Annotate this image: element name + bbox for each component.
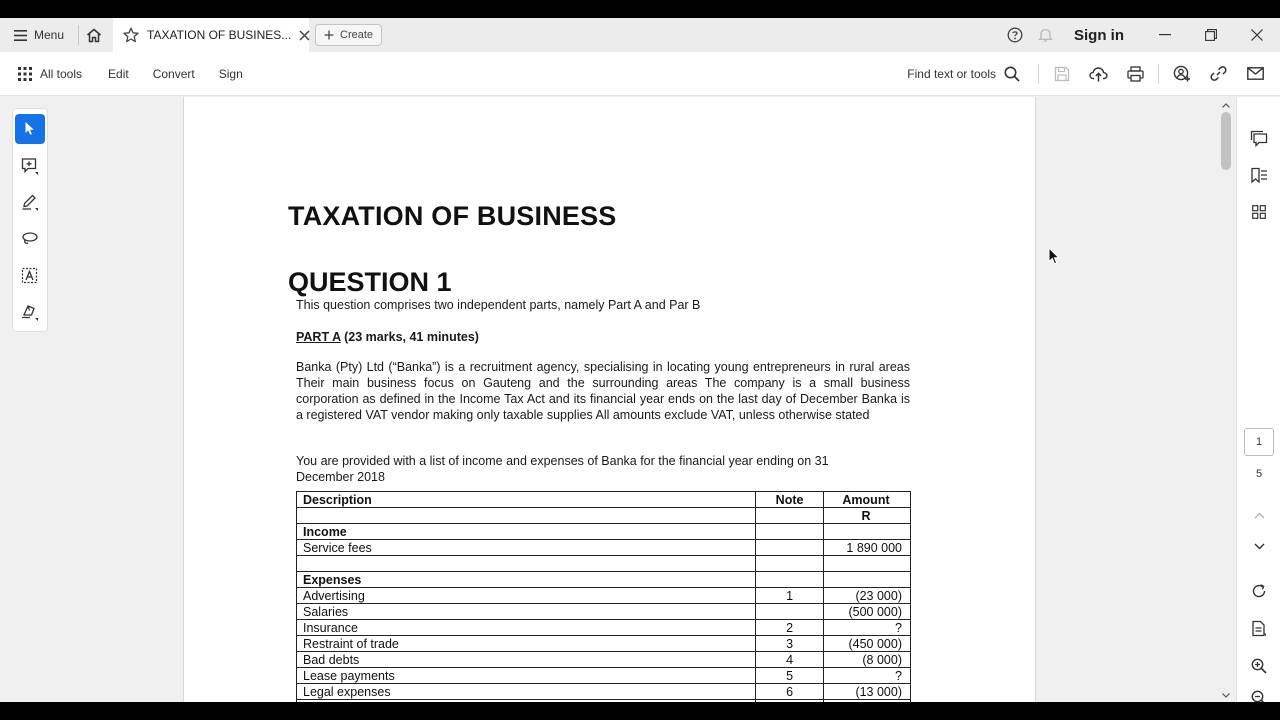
scroll-down-button[interactable] <box>1218 688 1234 702</box>
toolbar-right <box>907 52 1280 96</box>
row-amount <box>824 524 911 540</box>
row-amount: (13 000) <box>824 684 911 700</box>
home-icon <box>86 28 102 43</box>
share-button[interactable] <box>1163 52 1200 96</box>
highlight-tool[interactable] <box>15 187 45 217</box>
hamburger-icon <box>14 30 27 41</box>
row-description: Insurance <box>297 620 756 636</box>
total-pages: 5 <box>1255 468 1263 480</box>
page-display-button[interactable] <box>1244 613 1274 643</box>
row-note <box>756 604 824 620</box>
table-row <box>297 668 911 684</box>
mail-icon <box>1247 67 1264 80</box>
pointer-icon <box>24 121 36 136</box>
grid-icon <box>18 67 32 81</box>
table-row <box>297 636 911 652</box>
menu-button[interactable] <box>0 18 78 52</box>
minimize-button[interactable] <box>1142 18 1188 52</box>
edit-menu[interactable]: Edit <box>108 66 129 81</box>
table-cell <box>297 508 756 524</box>
find-label: Find text or tools <box>907 66 996 81</box>
row-description: Advertising <box>297 588 756 604</box>
text-box-icon <box>21 267 39 285</box>
bookmark-icon <box>1250 167 1268 184</box>
print-button[interactable] <box>1117 52 1154 96</box>
vertical-scrollbar[interactable] <box>1218 98 1234 702</box>
divider <box>1158 64 1159 84</box>
row-description: Service fees <box>297 540 756 556</box>
row-amount: (500 000) <box>824 604 911 620</box>
next-page-button[interactable] <box>1244 531 1274 561</box>
help-icon <box>1007 27 1023 43</box>
table-row <box>297 604 911 620</box>
row-amount: (8 000) <box>824 652 911 668</box>
table-row <box>297 588 911 604</box>
row-note: 6 <box>756 684 824 700</box>
main-toolbar <box>0 52 1280 96</box>
company-description: Banka (Pty) Ltd (“Banka”) is a recruitment agency, specialising in locating young entrepreneurs in rural areas Their main business focus on Gauteng and the surrounding areas The company is a small business corporation as defined in the Income Tax Act and its financial year ends on the last day of December Banka is a registered VAT vendor making only taxable supplies All amounts exclude VAT, unless otherwise stated <box>296 360 910 422</box>
row-amount: ? <box>824 620 911 636</box>
comment-icon <box>1250 130 1268 147</box>
title-bar-right <box>1000 18 1280 52</box>
pen-icon <box>21 193 39 211</box>
row-note: 1 <box>756 588 824 604</box>
row-note <box>756 556 824 572</box>
document-canvas[interactable] <box>0 97 1236 702</box>
row-description: Salaries <box>297 604 756 620</box>
title-bar <box>0 18 1280 52</box>
sign-tool[interactable] <box>15 297 45 327</box>
row-note: 2 <box>756 620 824 636</box>
chevron-up-icon <box>1222 103 1230 108</box>
home-button[interactable] <box>79 18 109 52</box>
table-row <box>297 572 911 588</box>
row-description: Legal expenses <box>297 684 756 700</box>
table-cell <box>756 508 824 524</box>
link-icon <box>1210 65 1227 82</box>
part-a-heading <box>296 329 479 345</box>
create-label: Create <box>340 29 374 41</box>
mouse-cursor-icon <box>1048 247 1060 265</box>
row-amount <box>824 572 911 588</box>
all-tools-button[interactable] <box>18 67 94 81</box>
row-description: Lease payments <box>297 668 756 684</box>
menu-label: Menu <box>34 28 65 42</box>
sign-menu[interactable]: Sign <box>218 66 243 81</box>
signature-pen-icon <box>21 303 39 321</box>
table-intro: You are provided with a list of income and expenses of Banka for the financial year ending on 31 December 2018 <box>296 454 829 484</box>
row-note: 3 <box>756 636 824 652</box>
close-window-button[interactable] <box>1234 18 1280 52</box>
chevron-down-icon <box>1254 543 1265 550</box>
table-row <box>297 524 911 540</box>
find-tools-button[interactable] <box>907 66 1034 82</box>
row-note <box>756 524 824 540</box>
document-tab[interactable] <box>113 18 309 52</box>
restore-icon <box>1205 29 1217 41</box>
save-button[interactable] <box>1043 52 1080 96</box>
page-view-icon <box>1251 620 1267 637</box>
divider <box>1038 64 1039 84</box>
scroll-up-button[interactable] <box>1218 98 1234 112</box>
intro-text: This question comprises two independent parts, namely Part A and Par B <box>296 298 701 312</box>
thumbnails-icon <box>1252 205 1266 219</box>
create-button[interactable] <box>315 24 382 46</box>
copy-link-button[interactable] <box>1200 52 1237 96</box>
document-heading: TAXATION OF BUSINESS <box>288 201 617 231</box>
star-icon[interactable] <box>123 27 139 43</box>
zoom-in-icon <box>1251 658 1267 674</box>
cloud-upload-icon <box>1089 66 1108 82</box>
printer-icon <box>1127 66 1144 82</box>
thumbnails-button[interactable] <box>1244 197 1274 227</box>
rotate-icon <box>1251 583 1267 599</box>
add-comment-icon <box>21 157 39 175</box>
rotate-button[interactable] <box>1244 576 1274 606</box>
upload-button[interactable] <box>1080 52 1117 96</box>
header-note: Note <box>756 492 824 508</box>
row-description: Income <box>297 524 756 540</box>
close-icon <box>1251 29 1263 41</box>
row-note <box>756 540 824 556</box>
header-description: Description <box>297 492 756 508</box>
all-tools-label: All tools <box>40 66 83 81</box>
close-tab-icon[interactable] <box>299 30 310 41</box>
row-note <box>756 572 824 588</box>
restore-button[interactable] <box>1188 18 1234 52</box>
row-description: Restraint of trade <box>297 636 756 652</box>
table-row <box>297 652 911 668</box>
convert-menu[interactable]: Convert <box>152 66 195 81</box>
table-row <box>297 620 911 636</box>
bell-icon <box>1038 27 1053 43</box>
row-amount: ? <box>824 668 911 684</box>
part-a-label: PART A <box>296 330 341 344</box>
row-description <box>297 556 756 572</box>
minimize-icon <box>1159 34 1171 36</box>
comments-button[interactable] <box>1244 123 1274 153</box>
previous-page-button[interactable] <box>1244 500 1274 530</box>
table-header-row <box>297 492 911 508</box>
select-tool[interactable] <box>15 114 45 144</box>
header-amount: Amount <box>824 492 911 508</box>
table-currency-row <box>297 508 911 524</box>
row-note: 4 <box>756 652 824 668</box>
right-rail <box>1236 97 1280 702</box>
add-comment-tool[interactable] <box>15 151 45 181</box>
currency-label: R <box>824 508 911 524</box>
bookmarks-button[interactable] <box>1244 160 1274 190</box>
scroll-thumb[interactable] <box>1221 112 1231 170</box>
tab-title: TAXATION OF BUSINES... <box>147 28 292 42</box>
zoom-in-button[interactable] <box>1244 651 1274 681</box>
row-description: Expenses <box>297 572 756 588</box>
table-row <box>297 540 911 556</box>
lasso-icon <box>21 231 39 247</box>
part-a-marks: (23 marks, 41 minutes) <box>340 330 479 344</box>
row-note: 5 <box>756 668 824 684</box>
row-amount: 1 890 000 <box>824 540 911 556</box>
sign-in-button[interactable]: Sign in <box>1074 26 1124 44</box>
question-heading: QUESTION 1 <box>288 267 452 297</box>
quick-tools-rail <box>12 108 48 332</box>
row-description: Bad debts <box>297 652 756 668</box>
email-button[interactable] <box>1237 52 1274 96</box>
plus-icon <box>324 30 334 40</box>
current-page-input[interactable]: 1 <box>1244 428 1274 456</box>
row-amount <box>824 556 911 572</box>
search-icon <box>1004 66 1020 82</box>
table-row <box>297 684 911 700</box>
row-amount: (450 000) <box>824 636 911 652</box>
chevron-up-icon <box>1254 512 1265 519</box>
text-tool[interactable] <box>15 261 45 291</box>
pdf-page[interactable] <box>183 97 1036 707</box>
notifications-button[interactable] <box>1030 18 1060 52</box>
bottom-edge <box>0 702 1280 720</box>
app-window <box>0 18 1280 702</box>
share-people-icon <box>1173 65 1191 82</box>
help-button[interactable] <box>1000 18 1030 52</box>
draw-tool[interactable] <box>15 224 45 254</box>
income-expense-table <box>296 491 911 716</box>
save-icon <box>1054 66 1070 82</box>
chevron-down-icon <box>1222 693 1230 698</box>
row-amount: (23 000) <box>824 588 911 604</box>
toolbar-left <box>0 52 255 96</box>
table-row <box>297 556 911 572</box>
